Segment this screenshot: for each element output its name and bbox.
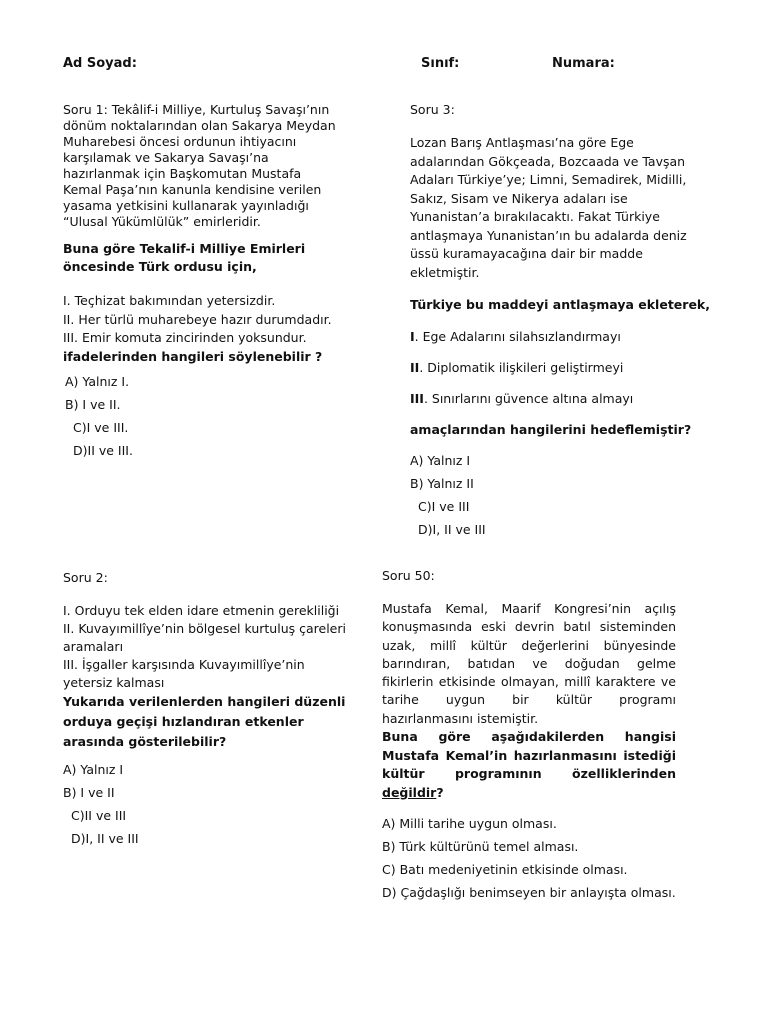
q50-ask: Buna göre aşağıdakilerden hangisi Mustafa Kemal’in hazırlanmasını istediği kültür programının özelliklerinden değildir?	[382, 729, 676, 800]
q3-option-b[interactable]: B) Yalnız II	[410, 476, 474, 491]
class-label: Sınıf:	[421, 56, 460, 71]
q50-title: Soru 50:	[382, 568, 435, 583]
q2-title: Soru 2:	[63, 570, 108, 585]
q3-text: Lozan Barış Antlaşması’na göre Ege adalarından Gökçeada, Bozcaada ve Tavşan Adaları Türkiye’ye; Limni, Semadirek, Midilli, Sakız, Sisam ve Nikerya adaları ise Yunanistan’a bırakılacaktı. Fakat Türkiye antlaşmaya Yunanistan’ın bu adalarda deniz üssü kuramayacağına dair bir madde ekletmiştir.	[410, 135, 687, 280]
q1-stem-line2: öncesinde Türk ordusu için,	[63, 259, 257, 274]
q1-items	[63, 292, 343, 348]
q1-option-b[interactable]: B) I ve II.	[65, 396, 121, 412]
q3-ask: amaçlarından hangilerini hedeflemiştir?	[410, 422, 692, 437]
number-label: Numara:	[552, 56, 615, 71]
q1-option-d[interactable]: D)II ve III.	[73, 442, 133, 458]
q1-ask: ifadelerinden hangileri söylenebilir ?	[63, 348, 323, 364]
q50-negation: değildir	[382, 784, 437, 800]
q50-options	[382, 812, 676, 904]
q3-item-1: I. Ege Adalarını silahsızlandırmayı	[410, 329, 621, 344]
q1-option-a[interactable]: A) Yalnız I.	[65, 373, 130, 389]
name-label: Ad Soyad:	[63, 56, 137, 71]
q3-option-c[interactable]: C)I ve III	[418, 499, 470, 514]
q1-options	[63, 370, 343, 462]
q3-option-a[interactable]: A) Yalnız I	[410, 453, 471, 468]
q50-option-a[interactable]: A) Milli tarihe uygun olması.	[382, 816, 557, 832]
question-2	[63, 570, 347, 850]
q3-title: Soru 3:	[410, 102, 455, 117]
q1-stem-line1: Buna göre Tekalif-i Milliye Emirleri	[63, 241, 306, 256]
q1-option-c[interactable]: C)I ve III.	[73, 419, 129, 435]
q3-option-d[interactable]: D)I, II ve III	[418, 522, 486, 537]
question-50	[382, 568, 676, 904]
q3-stem: Türkiye bu maddeyi antlaşmaya ekleterek,	[410, 297, 710, 312]
question-1	[63, 102, 343, 462]
question-3	[410, 102, 710, 541]
q2-option-d[interactable]: D)I, II ve III	[71, 831, 139, 846]
q50-option-c[interactable]: C) Batı medeniyetinin etkisinde olması.	[382, 862, 628, 878]
q1-item: II. Her türlü muharebeye hazır durumdadır.	[63, 311, 332, 327]
q1-item: I. Teçhizat bakımından yetersizdir.	[63, 293, 276, 308]
q2-option-c[interactable]: C)II ve III	[71, 808, 127, 823]
q50-text: Mustafa Kemal, Maarif Kongresi’nin açılış konuşmasında eski devrin batıl sisteminden uzak, millî kültür değerlerini bünyesinde barındıran, batıdan ve doğudan gelme fikirlerin etkisinde olmayan, millî karaktere ve tarihe uygun bir kültür programı hazırlanmasını istemiştir.	[382, 601, 676, 726]
q2-option-b[interactable]: B) I ve II	[63, 785, 115, 800]
q2-item: II. Kuvayımillîye’nin bölgesel kurtuluş çareleri aramaları	[63, 621, 346, 654]
q50-option-d[interactable]: D) Çağdaşlığı benimseyen bir anlayışta olması.	[382, 885, 676, 901]
q2-options	[63, 758, 347, 850]
q2-ask: Yukarıda verilenlerden hangileri düzenli orduya geçişi hızlandıran etkenler arasında gösterilebilir?	[63, 694, 346, 749]
q3-item-2: II. Diplomatik ilişkileri geliştirmeyi	[410, 360, 624, 375]
q2-item: III. İşgaller karşısında Kuvayımillîye’nin yetersiz kalması	[63, 657, 305, 690]
q2-item: I. Orduyu tek elden idare etmenin gerekliliği	[63, 603, 340, 618]
q3-item-3: III. Sınırlarını güvence altına almayı	[410, 391, 634, 406]
q3-options	[410, 449, 710, 541]
q50-option-b[interactable]: B) Türk kültürünü temel alması.	[382, 839, 579, 855]
q1-intro: Soru 1: Tekâlif-i Milliye, Kurtuluş Savaşı’nın dönüm noktalarından olan Sakarya Meydan Muharebesi öncesi ordunun ihtiyacını karşılamak ve Sakarya Savaşı’na hazırlanmak için Başkomutan Mustafa Kemal Paşa’nın kanunla kendisine verilen yasama yetkisini kullanarak yayınladığı “Ulusal Yükümlülük” emirleridir.	[63, 102, 336, 229]
q2-items	[63, 602, 347, 692]
q1-item: III. Emir komuta zincirinden yoksundur.	[63, 330, 307, 345]
q2-option-a[interactable]: A) Yalnız I	[63, 762, 124, 777]
